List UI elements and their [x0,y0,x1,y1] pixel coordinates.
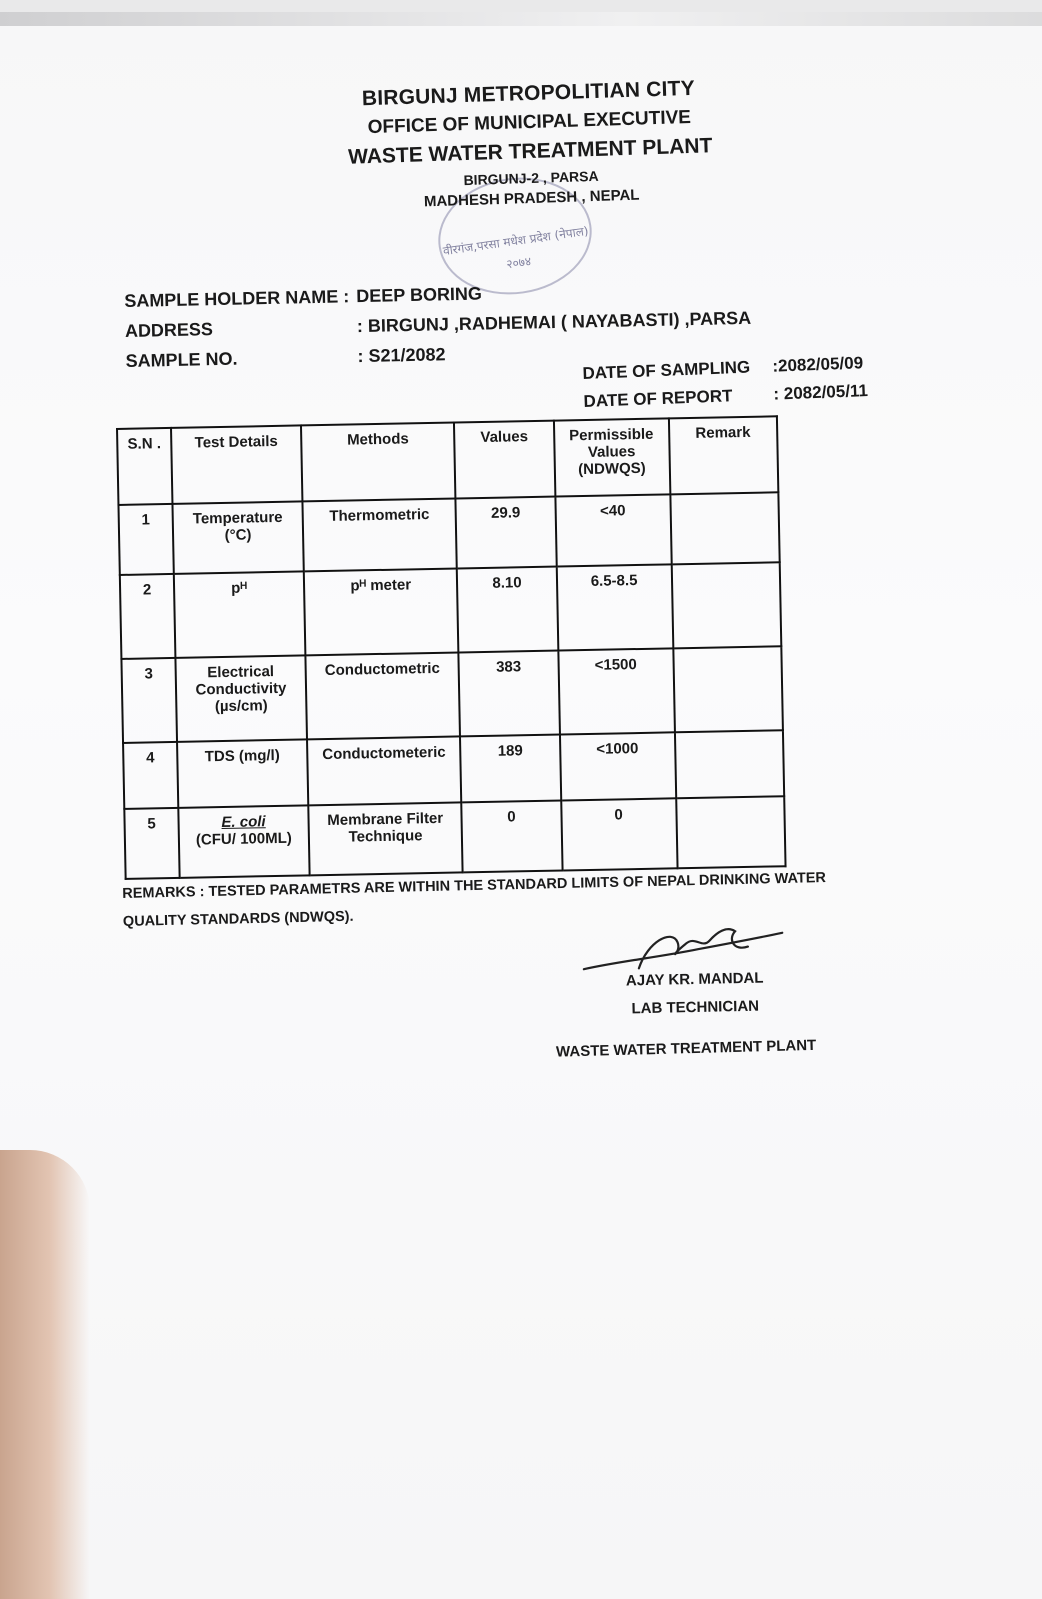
table-row [123,730,784,809]
cell-value: 8.10 [457,567,558,653]
cell-value: 29.9 [456,497,557,569]
cell-permissible: 6.5-8.5 [556,564,672,650]
cell-sn: 5 [124,808,179,879]
cell-test-line3: (µs/cm) [214,697,268,716]
cell-test: TDS (mg/l) [177,739,308,807]
table-row [118,492,779,575]
province-location: MADHESH PRADESH , NEPAL [423,186,640,211]
plant-name: WASTE WATER TREATMENT PLANT [347,134,713,169]
header-sn: S.N . [117,428,172,505]
signatory-org: WASTE WATER TREATMENT PLANT [555,1036,817,1061]
office-name: OFFICE OF MUNICIPAL EXECUTIVE [367,106,692,139]
header-values: Values [454,421,555,499]
cell-test-line2: (CFU/ 100ML) [195,829,292,849]
sample-no-label: SAMPLE NO. [125,348,238,371]
table-header-row [117,416,778,505]
cell-permissible: <1500 [558,648,674,734]
cell-permissible: <40 [555,494,671,566]
header-methods: Methods [301,423,456,502]
signatory-title: LAB TECHNICIAN [631,997,760,1018]
ward-location: BIRGUNJ-2 , PARSA [463,167,599,189]
report-date-value: : 2082/05/11 [773,381,869,404]
remarks-line2: QUALITY STANDARDS (NDWQS). [122,908,354,930]
letterhead [298,75,762,214]
cell-sn: 2 [120,574,175,659]
hand-holding-paper [0,1150,90,1599]
header-test-details: Test Details [171,425,303,503]
cell-test [178,805,309,877]
cell-method: Conductometric [305,652,460,739]
table-row [121,646,782,743]
cell-test-line1: E. coli [221,813,266,832]
cell-sn: 3 [121,658,176,743]
signatory-name: AJAY KR. MANDAL [625,969,764,990]
cell-method-line1: Membrane Filter [327,809,444,830]
cell-remark [676,796,786,868]
cell-method: Conductometeric [307,736,462,805]
report-date-label: DATE OF REPORT [583,386,733,411]
cell-remark [671,562,781,648]
results-table-container [116,415,787,880]
sample-holder-label: SAMPLE HOLDER NAME : [124,285,350,311]
cell-test [175,655,307,741]
cell-test-line2: Conductivity [195,679,287,699]
header-permissible-line3: (NDWQS) [578,459,646,479]
header-permissible-line1: Permissible [569,425,654,445]
cell-method-line2: Technique [348,827,423,846]
results-table [116,415,787,880]
cell-value: 383 [459,651,560,737]
cell-remark [673,646,783,732]
table-row [120,562,781,659]
cell-permissible: 0 [561,798,677,870]
signatory-block [599,964,790,1024]
sample-holder-value: DEEP BORING [356,283,483,306]
cell-test [172,501,303,573]
cell-method: pᴴ meter [304,568,459,655]
page-top-edge [0,12,1042,26]
header-permissible-line2: Values [587,443,636,461]
stamp-year: २०७४ [505,254,533,272]
stamp-text: वीरगंज,परसा मधेश प्रदेश (नेपाल) [442,223,590,259]
sampling-date-label: DATE OF SAMPLING [582,357,751,383]
remarks-line1: REMARKS : TESTED PARAMETRS ARE WITHIN THE STANDARD LIMITS OF NEPAL DRINKING WATER [122,870,827,902]
cell-method: Thermometric [302,498,457,571]
cell-test-line1: Temperature [192,508,283,528]
cell-value: 0 [462,801,563,873]
header-permissible [554,418,670,496]
cell-test-line2: (°C) [224,526,252,544]
address-label: ADDRESS [124,318,214,341]
cell-test-line1: Electrical [207,663,275,682]
cell-test: pᴴ [174,571,306,657]
cell-value: 189 [460,735,561,803]
cell-sn: 4 [123,742,178,809]
cell-remark [670,492,780,564]
header-remark: Remark [668,416,778,494]
sampling-date-value: :2082/05/09 [772,353,864,376]
cell-permissible: <1000 [560,732,676,800]
address-value: : BIRGUNJ ,RADHEMAI ( NAYABASTI) ,PARSA [356,307,752,336]
cell-method [308,802,463,875]
cell-remark [674,730,784,798]
sample-no-value: : S21/2082 [357,343,446,366]
org-name: BIRGUNJ METROPOLITIAN CITY [361,76,696,111]
cell-sn: 1 [118,504,173,575]
